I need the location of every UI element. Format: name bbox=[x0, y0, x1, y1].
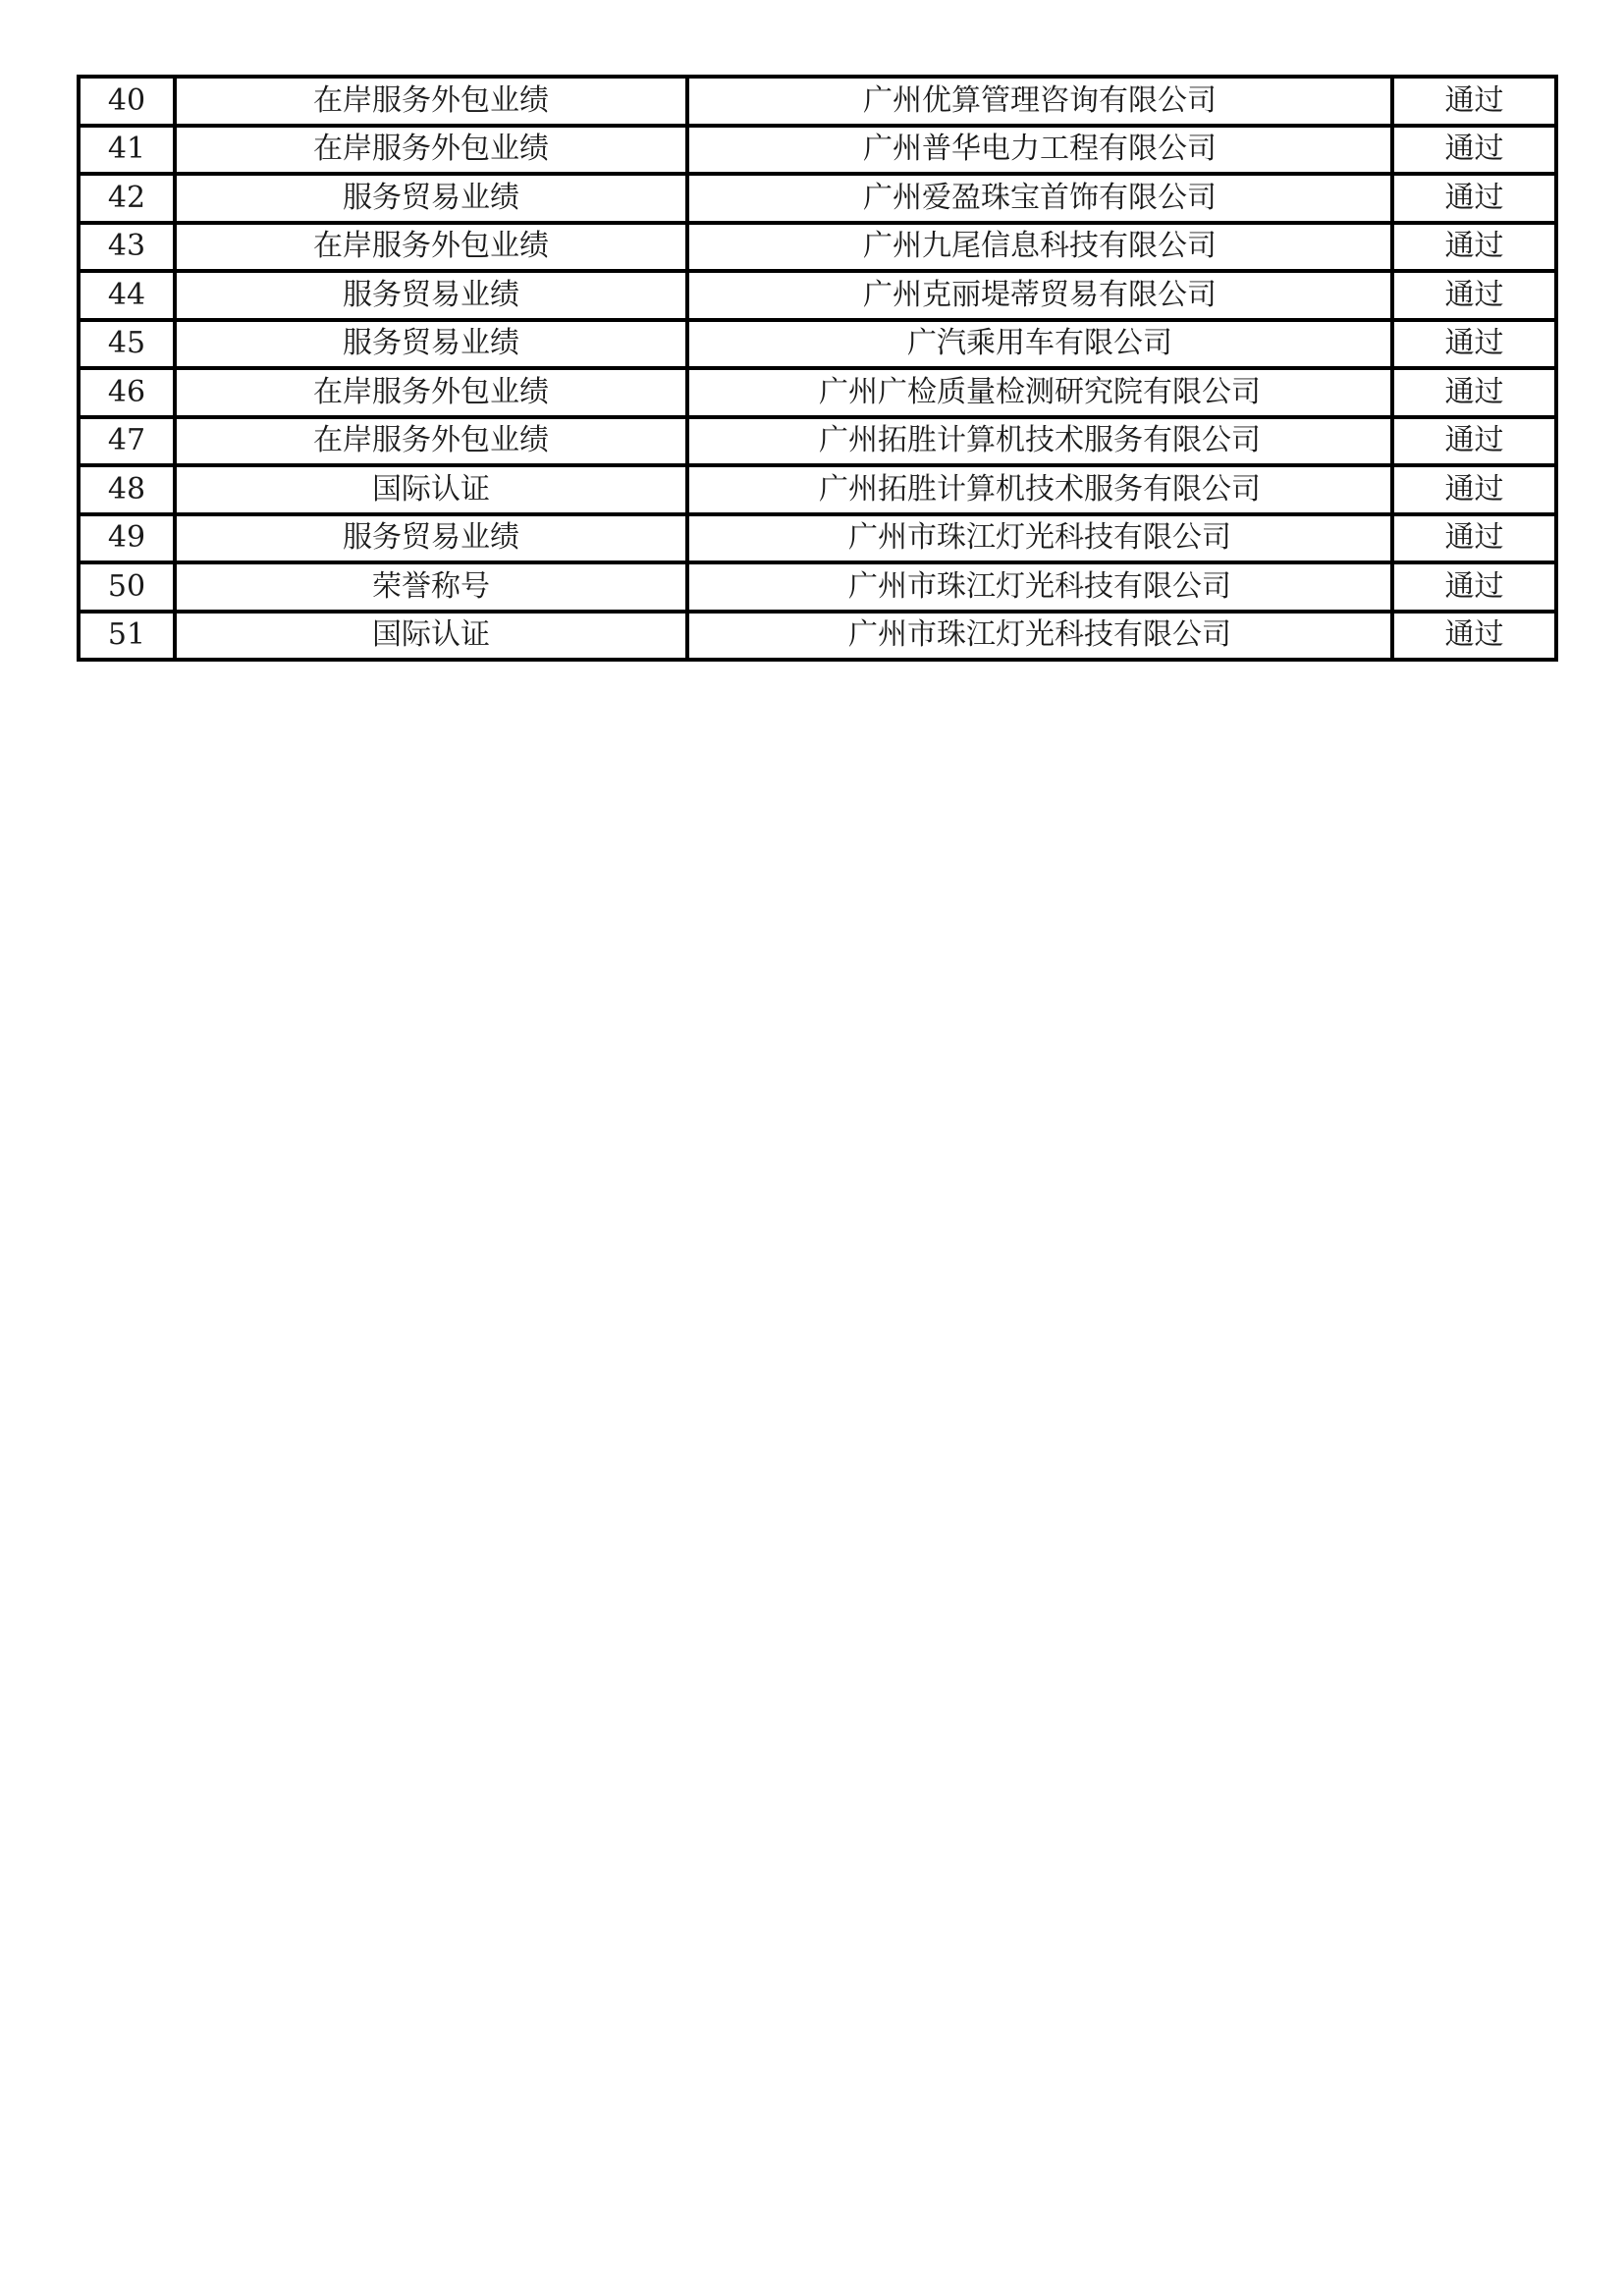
table-row bbox=[79, 417, 1556, 466]
company-cell: 广州广检质量检测研究院有限公司 bbox=[687, 368, 1392, 417]
category-cell: 国际认证 bbox=[175, 612, 687, 661]
company-cell: 广州爱盈珠宝首饰有限公司 bbox=[687, 174, 1392, 223]
status-cell: 通过 bbox=[1392, 368, 1556, 417]
company-cell: 广州拓胜计算机技术服务有限公司 bbox=[687, 465, 1392, 514]
row-number-cell: 49 bbox=[79, 514, 175, 563]
company-cell: 广州克丽堤蒂贸易有限公司 bbox=[687, 271, 1392, 320]
category-cell: 在岸服务外包业绩 bbox=[175, 126, 687, 175]
category-cell: 在岸服务外包业绩 bbox=[175, 417, 687, 466]
category-cell: 国际认证 bbox=[175, 465, 687, 514]
table-row bbox=[79, 126, 1556, 175]
status-cell: 通过 bbox=[1392, 417, 1556, 466]
status-cell: 通过 bbox=[1392, 320, 1556, 369]
status-cell: 通过 bbox=[1392, 77, 1556, 126]
company-cell: 广州普华电力工程有限公司 bbox=[687, 126, 1392, 175]
table-row bbox=[79, 320, 1556, 369]
row-number-cell: 42 bbox=[79, 174, 175, 223]
status-cell: 通过 bbox=[1392, 562, 1556, 612]
table-row bbox=[79, 368, 1556, 417]
table-row bbox=[79, 223, 1556, 272]
row-number-cell: 48 bbox=[79, 465, 175, 514]
status-cell: 通过 bbox=[1392, 514, 1556, 563]
row-number-cell: 40 bbox=[79, 77, 175, 126]
row-number-cell: 43 bbox=[79, 223, 175, 272]
company-cell: 广州市珠江灯光科技有限公司 bbox=[687, 514, 1392, 563]
row-number-cell: 50 bbox=[79, 562, 175, 612]
company-cell: 广州市珠江灯光科技有限公司 bbox=[687, 562, 1392, 612]
status-cell: 通过 bbox=[1392, 612, 1556, 661]
company-cell: 广州九尾信息科技有限公司 bbox=[687, 223, 1392, 272]
company-cell: 广汽乘用车有限公司 bbox=[687, 320, 1392, 369]
row-number-cell: 46 bbox=[79, 368, 175, 417]
category-cell: 在岸服务外包业绩 bbox=[175, 77, 687, 126]
table-row bbox=[79, 271, 1556, 320]
category-cell: 在岸服务外包业绩 bbox=[175, 223, 687, 272]
table-row bbox=[79, 465, 1556, 514]
company-cell: 广州优算管理咨询有限公司 bbox=[687, 77, 1392, 126]
table-row bbox=[79, 514, 1556, 563]
status-cell: 通过 bbox=[1392, 271, 1556, 320]
table-row bbox=[79, 174, 1556, 223]
category-cell: 在岸服务外包业绩 bbox=[175, 368, 687, 417]
row-number-cell: 51 bbox=[79, 612, 175, 661]
category-cell: 服务贸易业绩 bbox=[175, 320, 687, 369]
row-number-cell: 45 bbox=[79, 320, 175, 369]
row-number-cell: 47 bbox=[79, 417, 175, 466]
table-row bbox=[79, 562, 1556, 612]
row-number-cell: 41 bbox=[79, 126, 175, 175]
company-cell: 广州市珠江灯光科技有限公司 bbox=[687, 612, 1392, 661]
status-cell: 通过 bbox=[1392, 174, 1556, 223]
results-table-body bbox=[79, 77, 1556, 660]
status-cell: 通过 bbox=[1392, 223, 1556, 272]
results-table bbox=[77, 75, 1558, 662]
category-cell: 服务贸易业绩 bbox=[175, 271, 687, 320]
company-cell: 广州拓胜计算机技术服务有限公司 bbox=[687, 417, 1392, 466]
table-row bbox=[79, 612, 1556, 661]
category-cell: 服务贸易业绩 bbox=[175, 174, 687, 223]
table-row bbox=[79, 77, 1556, 126]
row-number-cell: 44 bbox=[79, 271, 175, 320]
category-cell: 服务贸易业绩 bbox=[175, 514, 687, 563]
status-cell: 通过 bbox=[1392, 126, 1556, 175]
status-cell: 通过 bbox=[1392, 465, 1556, 514]
category-cell: 荣誉称号 bbox=[175, 562, 687, 612]
